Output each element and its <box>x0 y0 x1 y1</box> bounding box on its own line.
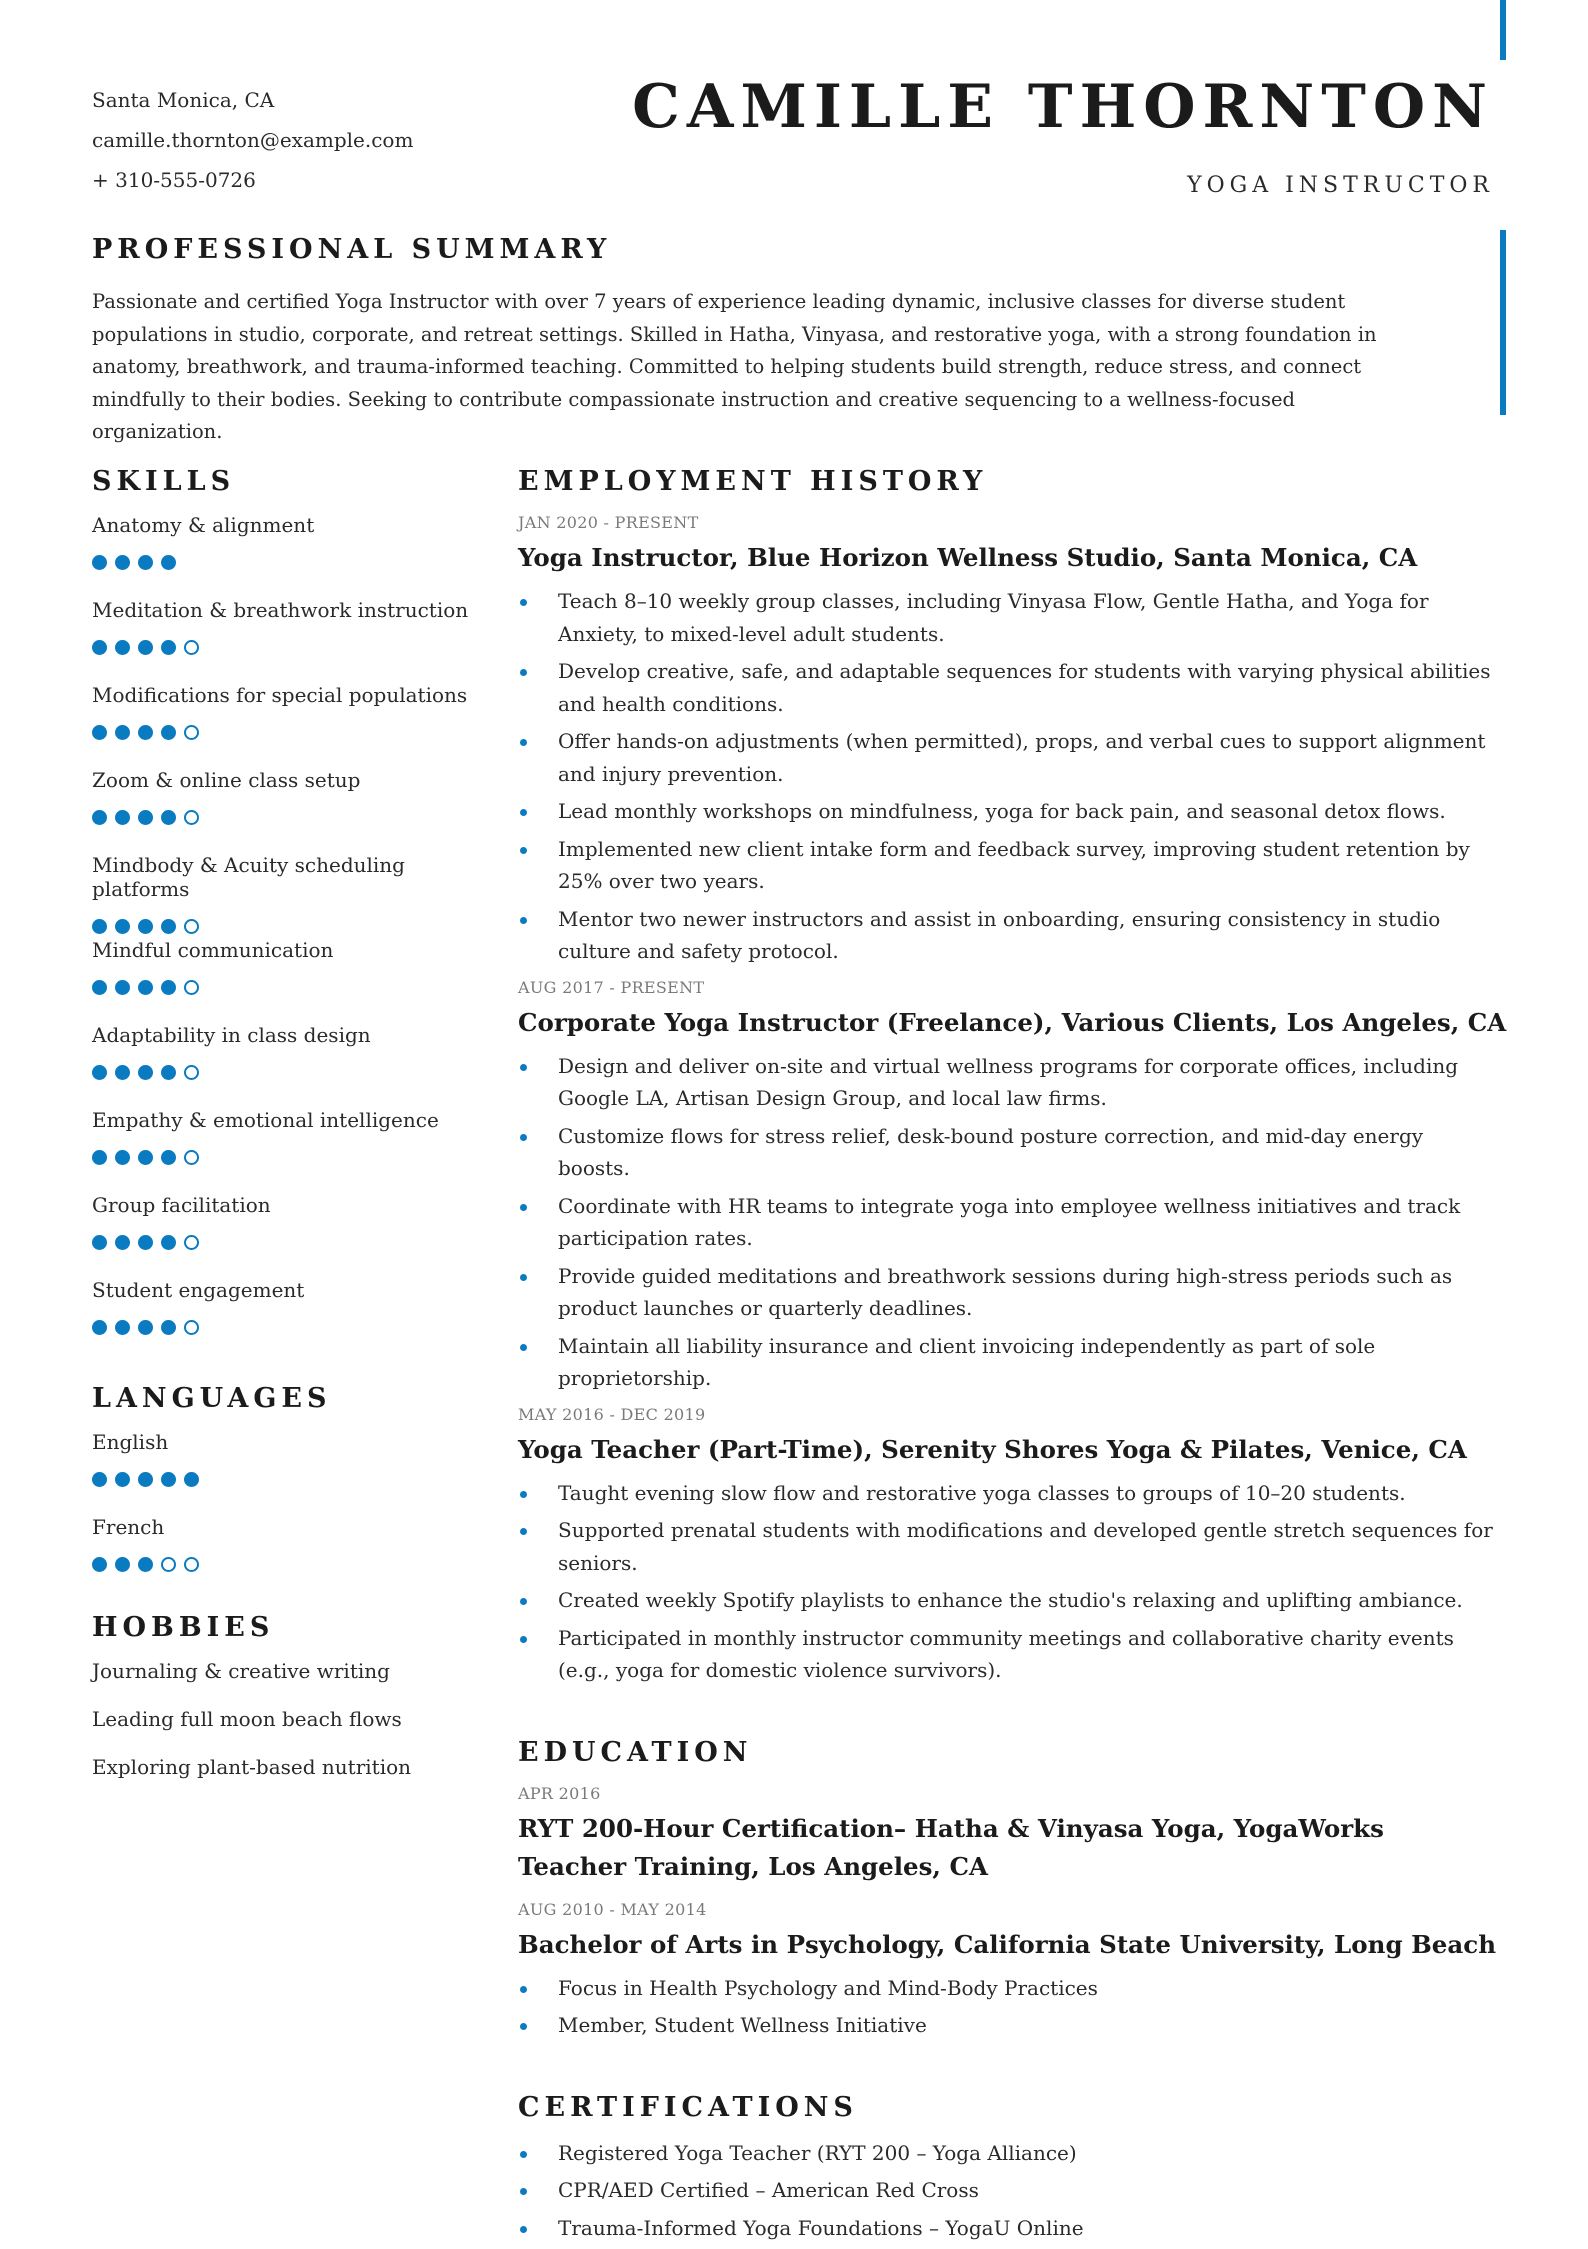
filled-dot <box>115 1065 130 1080</box>
education-bullets <box>518 1972 1498 2042</box>
skill-item <box>92 762 472 847</box>
job-entry <box>518 977 1507 1395</box>
skill-name: Anatomy & alignment <box>92 513 315 537</box>
filled-dot <box>92 1320 107 1335</box>
bullet-item: Customize flows for stress relief, desk-bound posture correction, and mid-day energy boosts. <box>518 1120 1498 1185</box>
skill-item <box>92 507 472 592</box>
summary-text: Passionate and certified Yoga Instructor with over 7 years of experience leading dynamic, inclusive classes for diverse student populations in studio, corporate, and retreat settings. Skilled in Hatha, Vinyasa, and restorative yoga, with a strong foundation in anatomy, breathwork, and trauma-informed teaching. Committed to helping students build strength, reduce stress, and connect mindfully to their bodies. Seeking to contribute compassionate instruction and creative sequencing to a wellness-focused organization. <box>92 290 1377 443</box>
filled-dot <box>161 1065 176 1080</box>
left-column <box>92 466 472 1791</box>
certification-item: CPR/AED Certified – American Red Cross <box>518 2174 1498 2207</box>
employment-list <box>518 513 1507 1687</box>
languages-list <box>92 1424 472 1594</box>
filled-dot <box>161 1150 176 1165</box>
filled-dot <box>138 1065 153 1080</box>
bullet-item: Maintain all liability insurance and client invoicing independently as part of sole proprietorship. <box>518 1330 1498 1395</box>
empty-dot <box>184 1235 199 1250</box>
filled-dot <box>138 1557 153 1572</box>
bullet-item: Develop creative, safe, and adaptable sequences for students with varying physical abilities and health conditions. <box>518 655 1498 720</box>
filled-dot <box>161 1472 176 1487</box>
job-title: Yoga Teacher (Part-Time), Serenity Shores Yoga & Pilates, Venice, CA <box>518 1434 1467 1464</box>
bullet-item: Participated in monthly instructor community meetings and collaborative charity events (e.g., yoga for domestic violence survivors). <box>518 1622 1498 1687</box>
candidate-job-title: YOGA INSTRUCTOR <box>1187 173 1494 198</box>
bullet-item: Implemented new client intake form and feedback survey, improving student retention by 25% over two years. <box>518 833 1498 898</box>
filled-dot <box>92 1235 107 1250</box>
bullet-item: Lead monthly workshops on mindfulness, yoga for back pain, and seasonal detox flows. <box>518 795 1498 828</box>
certifications-list <box>518 2137 1498 2245</box>
certification-item: Registered Yoga Teacher (RYT 200 – Yoga Alliance) <box>518 2137 1498 2170</box>
education-entry <box>518 1900 1498 2042</box>
filled-dot <box>92 555 107 570</box>
filled-dot <box>115 1472 130 1487</box>
education-dates: AUG 2010 - MAY 2014 <box>518 1899 707 1919</box>
skill-name: Adaptability in class design <box>92 1023 371 1047</box>
accent-bar-middle <box>1500 230 1506 415</box>
skill-name: Empathy & emotional intelligence <box>92 1108 439 1132</box>
job-bullets <box>518 1050 1498 1395</box>
bullet-item: Mentor two newer instructors and assist in onboarding, ensuring consistency in studio culture and safety protocol. <box>518 903 1498 968</box>
rating-dots <box>92 725 472 740</box>
skill-item <box>92 592 472 677</box>
filled-dot <box>115 1235 130 1250</box>
filled-dot <box>161 725 176 740</box>
filled-dot <box>92 1472 107 1487</box>
right-column <box>518 466 1507 2249</box>
job-bullets <box>518 585 1498 968</box>
skill-name: Mindful communication <box>92 938 334 962</box>
filled-dot <box>92 1065 107 1080</box>
job-dates: AUG 2017 - PRESENT <box>518 977 705 997</box>
bullet-item: Supported prenatal students with modifications and developed gentle stretch sequences for seniors. <box>518 1514 1498 1579</box>
job-entry <box>518 513 1498 968</box>
job-title: Corporate Yoga Instructor (Freelance), Various Clients, Los Angeles, CA <box>518 1007 1507 1037</box>
education-title: Bachelor of Arts in Psychology, California State University, Long Beach <box>518 1929 1497 1959</box>
job-dates: MAY 2016 - DEC 2019 <box>518 1404 706 1424</box>
filled-dot <box>161 555 176 570</box>
job-entry <box>518 1405 1498 1687</box>
candidate-name: CAMILLE THORNTON <box>632 72 1494 142</box>
bullet-item: Focus in Health Psychology and Mind-Body Practices <box>518 1972 1498 2005</box>
education-list <box>518 1784 1498 2042</box>
rating-dots <box>92 555 472 570</box>
filled-dot <box>138 555 153 570</box>
education-title: RYT 200-Hour Certification– Hatha & Vinyasa Yoga, YogaWorks Teacher Training, Los Angeles, CA <box>518 1813 1384 1881</box>
filled-dot <box>161 810 176 825</box>
language-name: French <box>92 1515 165 1539</box>
empty-dot <box>184 919 199 934</box>
skill-item <box>92 1272 472 1357</box>
filled-dot <box>92 1150 107 1165</box>
bullet-item: Taught evening slow flow and restorative yoga classes to groups of 10–20 students. <box>518 1477 1498 1510</box>
filled-dot <box>138 725 153 740</box>
filled-dot <box>138 980 153 995</box>
rating-dots <box>92 1065 472 1080</box>
filled-dot <box>92 810 107 825</box>
rating-dots <box>92 640 472 655</box>
bullet-item: Provide guided meditations and breathwork sessions during high-stress periods such as product launches or quarterly deadlines. <box>518 1260 1498 1325</box>
skills-heading: SKILLS <box>92 466 236 497</box>
bullet-item: Member, Student Wellness Initiative <box>518 2009 1498 2042</box>
filled-dot <box>138 1320 153 1335</box>
rating-dots <box>92 1557 472 1572</box>
filled-dot <box>115 1557 130 1572</box>
rating-dots <box>92 1235 472 1250</box>
bullet-item: Design and deliver on-site and virtual wellness programs for corporate offices, including Google LA, Artisan Design Group, and local law firms. <box>518 1050 1498 1115</box>
contact-block <box>92 80 413 200</box>
bullet-item: Teach 8–10 weekly group classes, including Vinyasa Flow, Gentle Hatha, and Yoga for Anxiety, to mixed-level adult students. <box>518 585 1498 650</box>
filled-dot <box>115 725 130 740</box>
hobby-item: Exploring plant-based nutrition <box>92 1755 412 1779</box>
skills-list <box>92 507 472 1357</box>
job-dates: JAN 2020 - PRESENT <box>518 513 699 532</box>
language-name: English <box>92 1430 169 1454</box>
filled-dot <box>92 919 107 934</box>
filled-dot <box>138 1235 153 1250</box>
bullet-item: Offer hands-on adjustments (when permitted), props, and verbal cues to support alignment and injury prevention. <box>518 725 1498 790</box>
filled-dot <box>161 1235 176 1250</box>
bullet-item: Created weekly Spotify playlists to enhance the studio's relaxing and uplifting ambiance. <box>518 1584 1498 1617</box>
filled-dot <box>184 1472 199 1487</box>
filled-dot <box>138 810 153 825</box>
skill-name: Modifications for special populations <box>92 683 468 707</box>
skill-name: Mindbody & Acuity scheduling platforms <box>92 853 405 901</box>
job-bullets <box>518 1477 1498 1687</box>
skill-name: Group facilitation <box>92 1193 271 1217</box>
filled-dot <box>115 810 130 825</box>
filled-dot <box>161 919 176 934</box>
hobbies-heading: HOBBIES <box>92 1612 275 1643</box>
rating-dots <box>92 1320 472 1335</box>
empty-dot <box>184 1320 199 1335</box>
filled-dot <box>115 640 130 655</box>
filled-dot <box>138 919 153 934</box>
languages-heading: LANGUAGES <box>92 1383 332 1414</box>
language-item <box>92 1509 472 1594</box>
contact-location: Santa Monica, CA <box>92 88 275 112</box>
filled-dot <box>115 919 130 934</box>
education-heading: EDUCATION <box>518 1736 753 1768</box>
skill-item <box>92 1017 472 1102</box>
filled-dot <box>92 640 107 655</box>
contact-phone[interactable]: + 310-555-0726 <box>92 168 256 192</box>
hobby-item: Leading full moon beach flows <box>92 1707 402 1731</box>
empty-dot <box>184 725 199 740</box>
rating-dots <box>92 980 472 995</box>
filled-dot <box>92 980 107 995</box>
empty-dot <box>184 1150 199 1165</box>
filled-dot <box>92 725 107 740</box>
skill-name: Zoom & online class setup <box>92 768 361 792</box>
certification-item: Trauma-Informed Yoga Foundations – YogaU Online <box>518 2212 1498 2245</box>
bullet-item: Coordinate with HR teams to integrate yoga into employee wellness initiatives and track participation rates. <box>518 1190 1498 1255</box>
filled-dot <box>161 980 176 995</box>
filled-dot <box>138 640 153 655</box>
filled-dot <box>115 980 130 995</box>
hobby-item: Journaling & creative writing <box>92 1659 390 1683</box>
filled-dot <box>115 555 130 570</box>
employment-heading: EMPLOYMENT HISTORY <box>518 466 988 497</box>
skill-name: Meditation & breathwork instruction <box>92 598 469 622</box>
certifications-heading: CERTIFICATIONS <box>518 2091 858 2123</box>
hobbies-list <box>92 1647 472 1791</box>
skill-item <box>92 847 472 932</box>
summary-heading: PROFESSIONAL SUMMARY <box>92 234 612 265</box>
language-item <box>92 1424 472 1509</box>
skill-item <box>92 677 472 762</box>
job-title: Yoga Instructor, Blue Horizon Wellness Studio, Santa Monica, CA <box>518 543 1418 572</box>
skill-item <box>92 1187 472 1272</box>
empty-dot <box>184 640 199 655</box>
skill-item <box>92 1102 472 1187</box>
filled-dot <box>115 1320 130 1335</box>
filled-dot <box>138 1472 153 1487</box>
empty-dot <box>184 1557 199 1572</box>
filled-dot <box>161 640 176 655</box>
education-entry <box>518 1784 1498 1886</box>
filled-dot <box>92 1557 107 1572</box>
education-dates: APR 2016 <box>518 1783 601 1803</box>
filled-dot <box>161 1320 176 1335</box>
rating-dots <box>92 1472 472 1487</box>
contact-email[interactable]: camille.thornton@example.com <box>92 128 414 152</box>
filled-dot <box>115 1150 130 1165</box>
rating-dots <box>92 810 472 825</box>
empty-dot <box>184 1065 199 1080</box>
accent-bar-top <box>1500 0 1506 60</box>
empty-dot <box>161 1557 176 1572</box>
empty-dot <box>184 810 199 825</box>
rating-dots <box>92 1150 472 1165</box>
skill-item <box>92 932 472 1017</box>
skill-name: Student engagement <box>92 1278 305 1302</box>
filled-dot <box>138 1150 153 1165</box>
empty-dot <box>184 980 199 995</box>
